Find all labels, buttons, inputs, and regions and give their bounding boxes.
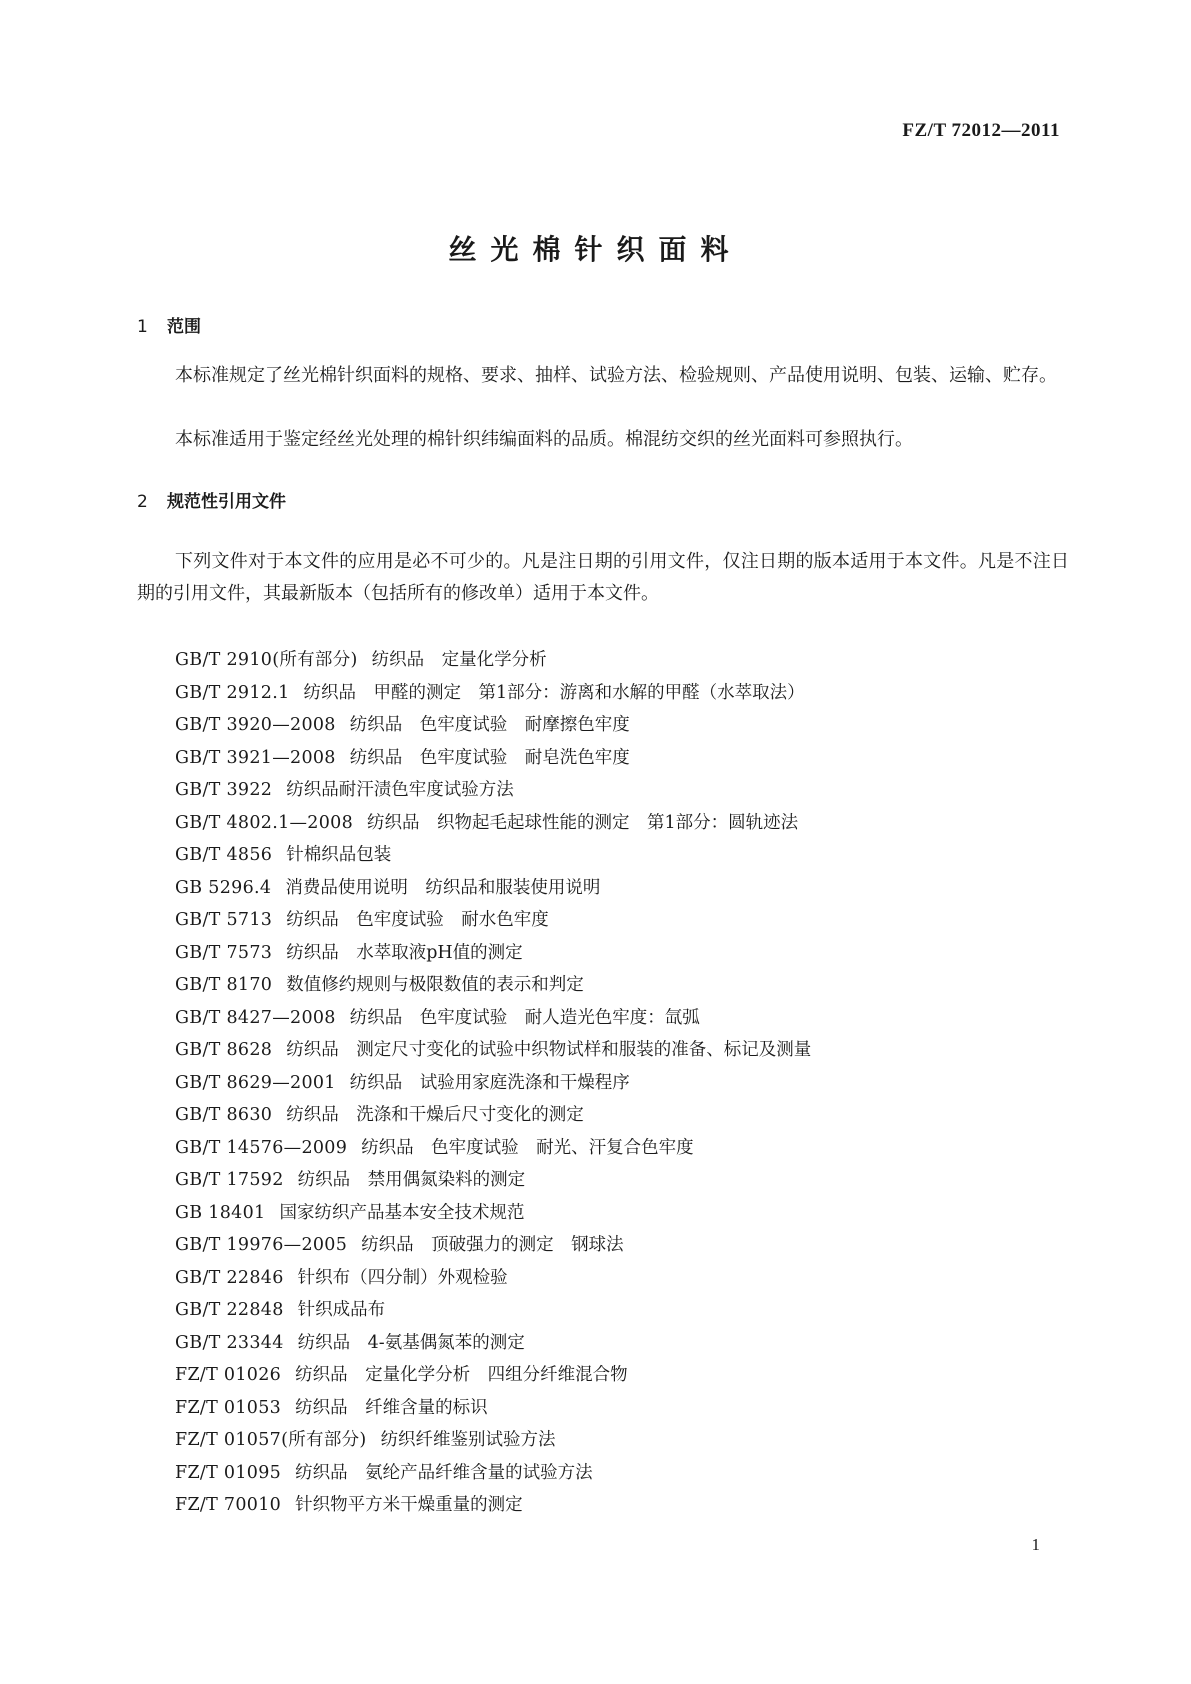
reference-title: 针织成品布 <box>297 1300 386 1320</box>
reference-title: 纺织品 色牢度试验 耐水色牢度 <box>286 910 549 930</box>
reference-code: GB/T 7573 <box>175 942 273 963</box>
reference-item <box>175 1197 811 1230</box>
reference-item <box>175 1359 811 1392</box>
reference-code: FZ/T 01026 <box>175 1365 282 1385</box>
standard-code: FZ/T 72012—2011 <box>902 120 1060 141</box>
reference-code: FZ/T 01053 <box>175 1397 282 1418</box>
reference-title: 纺织品 定量化学分析 <box>371 650 547 670</box>
reference-title: 纺织品 织物起毛起球性能的测定 第1部分：圆轨迹法 <box>367 812 799 833</box>
references-intro-paragraph: 下列文件对于本文件的应用是必不可少的。凡是注日期的引用文件，仅注日期的版本适用于本文件。凡是不注日期的引用文件，其最新版本（包括所有的修改单）适用于本文件。 <box>137 551 1069 604</box>
reference-item <box>175 1262 811 1295</box>
reference-item <box>175 1327 811 1360</box>
section-title: 范围 <box>167 317 201 337</box>
section-title: 规范性引用文件 <box>167 492 286 512</box>
reference-code: GB/T 4802.1—2008 <box>175 812 354 833</box>
reference-code: FZ/T 01095 <box>175 1462 282 1483</box>
reference-code: GB/T 5713 <box>175 910 273 930</box>
reference-item <box>175 937 811 970</box>
reference-code: GB/T 14576—2009 <box>175 1137 348 1158</box>
reference-title: 纺织品 氨纶产品纤维含量的试验方法 <box>295 1462 593 1483</box>
reference-code: FZ/T 01057(所有部分) <box>175 1430 367 1450</box>
reference-item <box>175 1164 811 1197</box>
scope-paragraph-1: 本标准规定了丝光棉针织面料的规格、要求、抽样、试验方法、检验规则、产品使用说明、包装、运输、贮存。 <box>175 365 1057 386</box>
reference-code: GB 5296.4 <box>175 877 272 898</box>
reference-title: 针织物平方米干燥重量的测定 <box>295 1495 523 1515</box>
reference-code: GB/T 8629—2001 <box>175 1072 336 1093</box>
reference-title: 纺织品 试验用家庭洗涤和干燥程序 <box>349 1072 630 1093</box>
reference-title: 纺织品 色牢度试验 耐人造光色牢度：氙弧 <box>349 1007 700 1028</box>
reference-item <box>175 1294 811 1327</box>
reference-title: 纺织品 顶破强力的测定 钢球法 <box>361 1235 624 1255</box>
reference-item <box>175 1099 811 1132</box>
reference-item <box>175 872 811 905</box>
reference-code: GB/T 3922 <box>175 780 273 800</box>
reference-code: GB/T 22846 <box>175 1267 284 1288</box>
reference-title: 纺织品 甲醛的测定 第1部分：游离和水解的甲醛（水萃取法） <box>303 682 805 703</box>
reference-title: 纺织品 测定尺寸变化的试验中织物试样和服装的准备、标记及测量 <box>286 1040 812 1060</box>
reference-item <box>175 1067 811 1100</box>
reference-item <box>175 807 811 840</box>
reference-title: 纺织品 纤维含量的标识 <box>295 1397 488 1418</box>
reference-item <box>175 644 811 677</box>
reference-title: 针棉织品包装 <box>286 845 392 865</box>
document-title: 丝光棉针织面料 <box>448 233 743 266</box>
reference-code: GB 18401 <box>175 1202 266 1223</box>
reference-code: GB/T 3921—2008 <box>175 747 336 768</box>
section-number: 2 <box>137 492 148 512</box>
reference-code: GB/T 8630 <box>175 1105 273 1125</box>
reference-item <box>175 677 811 710</box>
reference-list <box>175 644 811 1522</box>
reference-title: 纺织品 色牢度试验 耐皂洗色牢度 <box>349 747 630 768</box>
reference-title: 纺织纤维鉴别试验方法 <box>380 1430 556 1450</box>
section-heading-normative-references <box>137 487 286 512</box>
reference-item <box>175 1229 811 1262</box>
reference-item <box>175 1132 811 1165</box>
page-number: 1 <box>1031 1535 1040 1554</box>
reference-title: 针织布（四分制）外观检验 <box>297 1267 508 1288</box>
reference-code: GB/T 17592 <box>175 1170 284 1190</box>
reference-code: GB/T 2910(所有部分) <box>175 650 358 670</box>
reference-item <box>175 1392 811 1425</box>
reference-code: GB/T 22848 <box>175 1300 284 1320</box>
reference-title: 消费品使用说明 纺织品和服装使用说明 <box>285 877 601 898</box>
reference-code: GB/T 2912.1 <box>175 682 290 703</box>
reference-title: 纺织品 4-氨基偶氮苯的测定 <box>297 1332 525 1353</box>
reference-item <box>175 1457 811 1490</box>
reference-title: 数值修约规则与极限数值的表示和判定 <box>286 975 584 995</box>
reference-title: 纺织品耐汗渍色牢度试验方法 <box>286 780 514 800</box>
reference-title: 纺织品 色牢度试验 耐光、汗复合色牢度 <box>361 1137 694 1158</box>
reference-title: 纺织品 洗涤和干燥后尺寸变化的测定 <box>286 1105 584 1125</box>
reference-item <box>175 1489 811 1522</box>
reference-code: FZ/T 70010 <box>175 1495 282 1515</box>
reference-code: GB/T 3920—2008 <box>175 715 336 735</box>
section-number: 1 <box>137 317 148 337</box>
reference-item <box>175 969 811 1002</box>
reference-item <box>175 742 811 775</box>
reference-title: 纺织品 定量化学分析 四组分纤维混合物 <box>295 1365 628 1385</box>
reference-item <box>175 1424 811 1457</box>
reference-code: GB/T 8427—2008 <box>175 1007 336 1028</box>
reference-item <box>175 1034 811 1067</box>
reference-item <box>175 774 811 807</box>
reference-code: GB/T 19976—2005 <box>175 1235 348 1255</box>
scope-paragraph-2: 本标准适用于鉴定经丝光处理的棉针织纬编面料的品质。棉混纺交织的丝光面料可参照执行。 <box>175 429 913 450</box>
reference-code: GB/T 23344 <box>175 1332 284 1353</box>
reference-title: 纺织品 色牢度试验 耐摩擦色牢度 <box>349 715 630 735</box>
reference-item <box>175 1002 811 1035</box>
section-heading-scope <box>137 312 201 337</box>
reference-title: 纺织品 水萃取液pH值的测定 <box>286 942 523 963</box>
reference-code: GB/T 4856 <box>175 845 273 865</box>
reference-item <box>175 709 811 742</box>
reference-code: GB/T 8170 <box>175 975 273 995</box>
reference-item <box>175 839 811 872</box>
reference-title: 国家纺织产品基本安全技术规范 <box>279 1202 525 1223</box>
reference-title: 纺织品 禁用偶氮染料的测定 <box>297 1170 526 1190</box>
reference-item <box>175 904 811 937</box>
reference-code: GB/T 8628 <box>175 1040 273 1060</box>
